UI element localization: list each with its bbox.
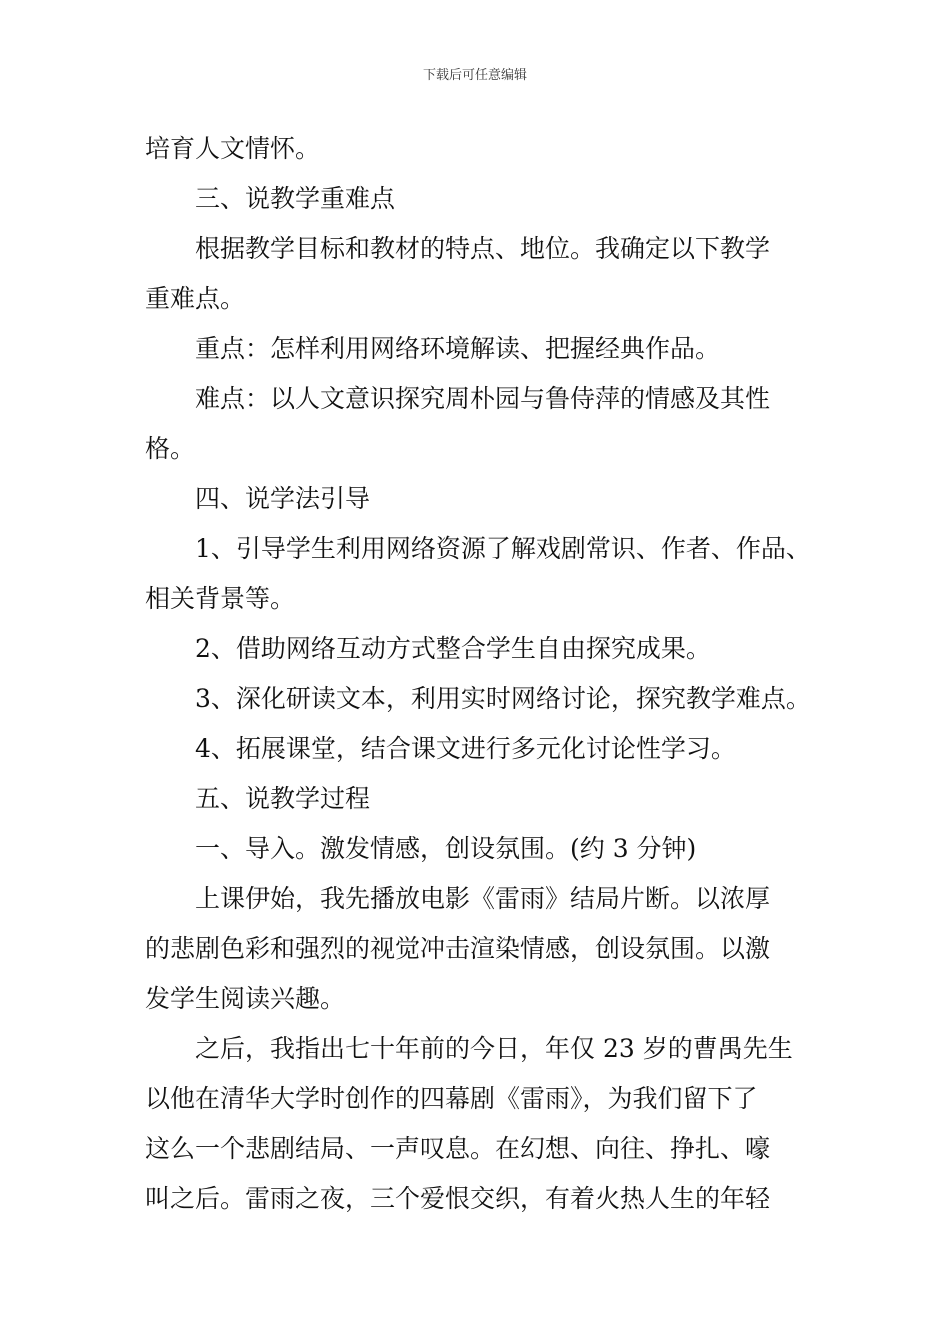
text-line: 的悲剧色彩和强烈的视觉冲击渲染情感，创设氛围。以激 <box>145 934 771 963</box>
text-line: 难点：以人文意识探究周朴园与鲁侍萍的情感及其性 <box>195 384 771 413</box>
list-item: 1、引导学生利用网络资源了解戏剧常识、作者、作品、 <box>195 534 811 563</box>
text-line: 之后，我指出七十年前的今日，年仅 23 岁的曹禺先生 <box>195 1034 793 1063</box>
text-line: 培育人文情怀。 <box>145 134 321 163</box>
text-line: 重难点。 <box>145 284 246 313</box>
subsection-heading: 一、导入。激发情感，创设氛围。(约 3 分钟) <box>195 834 697 863</box>
section-heading: 三、说教学重难点 <box>195 184 396 213</box>
text-line: 发学生阅读兴趣。 <box>145 984 346 1013</box>
list-item: 3、深化研读文本，利用实时网络讨论，探究教学难点。 <box>195 684 811 713</box>
text-line: 这么一个悲剧结局、一声叹息。在幻想、向往、挣扎、嚎 <box>145 1134 771 1163</box>
list-item: 4、拓展课堂，结合课文进行多元化讨论性学习。 <box>195 734 736 763</box>
text-line: 格。 <box>145 434 196 463</box>
section-heading: 四、说学法引导 <box>195 484 371 513</box>
text-line: 根据教学目标和教材的特点、地位。我确定以下教学 <box>195 234 771 263</box>
text-line: 叫之后。雷雨之夜，三个爱恨交织，有着火热人生的年轻 <box>145 1184 771 1213</box>
text-line: 以他在清华大学时创作的四幕剧《雷雨》，为我们留下了 <box>145 1084 758 1113</box>
text-line: 上课伊始，我先播放电影《雷雨》结局片断。以浓厚 <box>195 884 771 913</box>
text-line: 相关背景等。 <box>145 584 296 613</box>
document-body <box>145 124 815 1224</box>
text-line: 重点：怎样利用网络环境解读、把握经典作品。 <box>195 334 721 363</box>
page-header: 下载后可任意编辑 <box>422 68 527 83</box>
section-heading: 五、说教学过程 <box>195 784 371 813</box>
list-item: 2、借助网络互动方式整合学生自由探究成果。 <box>195 634 711 663</box>
